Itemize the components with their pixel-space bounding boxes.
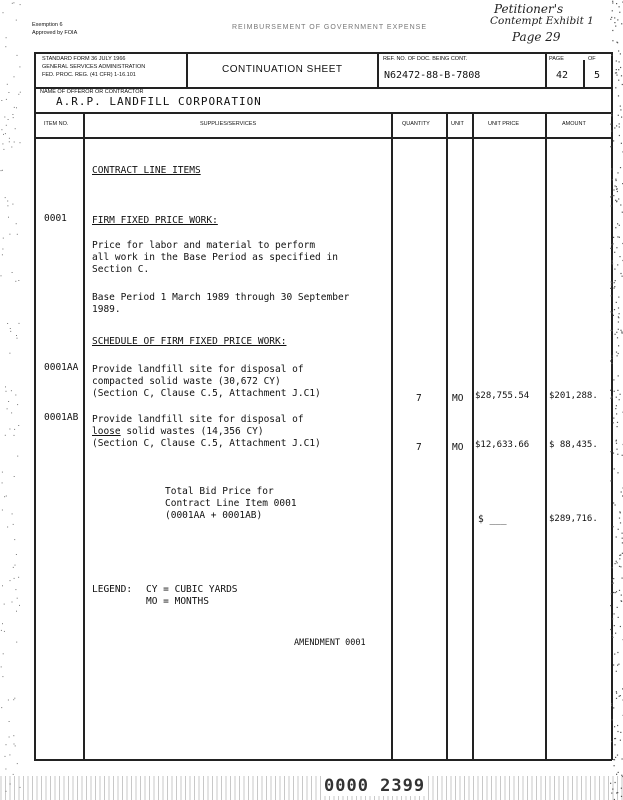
aa-line2: compacted solid waste (30,672 CY) xyxy=(92,376,281,387)
total-amount: $289,716. xyxy=(549,514,598,524)
desc-line1: Price for labor and material to perform xyxy=(92,240,316,251)
aa-amount: $201,288. xyxy=(549,391,598,401)
handwritten-note-line2: Contempt Exhibit 1 xyxy=(490,15,594,27)
base-period-line2: 1989. xyxy=(92,304,121,315)
page-label: PAGE xyxy=(549,56,564,62)
col-quantity-header: QUANTITY xyxy=(402,121,430,127)
total-line2: Contract Line Item 0001 xyxy=(165,498,297,509)
ab-line2-rest: solid wastes (14,356 CY) xyxy=(120,426,264,437)
agency-line3: FED. PROC. REG. (41 CFR) 1-16.101 xyxy=(42,72,136,78)
aa-line3: (Section C, Clause C.5, Attachment J.C1) xyxy=(92,388,321,399)
ab-unit: MO xyxy=(452,442,464,453)
base-period-line1: Base Period 1 March 1989 through 30 September xyxy=(92,292,350,303)
item-number-0001: 0001 xyxy=(44,213,67,224)
form-header-line1: Exemption 6 xyxy=(32,22,63,28)
amendment-label: AMENDMENT 0001 xyxy=(294,638,366,648)
col-supplies-header: SUPPLIES/SERVICES xyxy=(200,121,257,127)
col-unit-header: UNIT xyxy=(451,121,464,127)
ab-line2 xyxy=(92,426,264,437)
page-number: 42 xyxy=(556,70,569,81)
item-number-0001ab: 0001AB xyxy=(44,412,79,423)
agency-line1: STANDARD FORM 36 JULY 1966 xyxy=(42,56,126,62)
total-unit-price: $ ___ xyxy=(478,514,507,525)
col-amount-header: AMOUNT xyxy=(562,121,586,127)
offeror-name: A.R.P. LANDFILL CORPORATION xyxy=(56,95,262,108)
desc-line2: all work in the Base Period as specified in xyxy=(92,252,338,263)
legend-label: LEGEND: xyxy=(92,584,133,595)
total-line3: (0001AA + 0001AB) xyxy=(165,510,263,521)
ab-unit-price: $12,633.66 xyxy=(475,440,530,450)
form-header-line2: Approved by FOIA xyxy=(32,30,78,36)
faded-title: REIMBURSEMENT OF GOVERNMENT EXPENSE xyxy=(232,24,427,31)
offeror-label: NAME OF OFFEROR OR CONTRACTOR xyxy=(40,89,144,95)
ab-quantity: 7 xyxy=(416,442,422,453)
ref-number: N62472-88-B-7808 xyxy=(384,70,481,81)
page-total: 5 xyxy=(594,70,601,81)
ab-line2-underlined: loose xyxy=(92,426,121,437)
continuation-sheet-title: CONTINUATION SHEET xyxy=(222,64,343,75)
col-unit-price-header: UNIT PRICE xyxy=(488,121,520,127)
total-line1: Total Bid Price for xyxy=(165,486,274,497)
firm-fixed-heading: FIRM FIXED PRICE WORK: xyxy=(92,215,218,226)
handwritten-note-line3: Page 29 xyxy=(512,30,561,44)
aa-unit: MO xyxy=(452,393,464,404)
footer-bates-stamp: 0000 2399 xyxy=(324,776,426,796)
item-number-0001aa: 0001AA xyxy=(44,362,79,373)
footer-scan-band xyxy=(0,776,623,800)
aa-line1: Provide landfill site for disposal of xyxy=(92,364,304,375)
legend-cy: CY = CUBIC YARDS xyxy=(146,584,238,595)
section-heading: CONTRACT LINE ITEMS xyxy=(92,165,201,176)
ab-line3: (Section C, Clause C.5, Attachment J.C1) xyxy=(92,438,321,449)
agency-line2: GENERAL SERVICES ADMINISTRATION xyxy=(42,64,146,70)
desc-line3: Section C. xyxy=(92,264,150,275)
aa-quantity: 7 xyxy=(416,393,422,404)
of-label: OF xyxy=(588,56,596,62)
ab-amount: $ 88,435. xyxy=(549,440,598,450)
aa-unit-price: $28,755.54 xyxy=(475,391,530,401)
schedule-heading: SCHEDULE OF FIRM FIXED PRICE WORK: xyxy=(92,336,287,347)
ref-label: REF. NO. OF DOC. BEING CONT. xyxy=(383,56,468,62)
col-item-header: ITEM NO. xyxy=(44,121,69,127)
legend-mo: MO = MONTHS xyxy=(146,596,209,607)
handwritten-note-line1: Petitioner's xyxy=(494,2,564,16)
ab-line1: Provide landfill site for disposal of xyxy=(92,414,304,425)
